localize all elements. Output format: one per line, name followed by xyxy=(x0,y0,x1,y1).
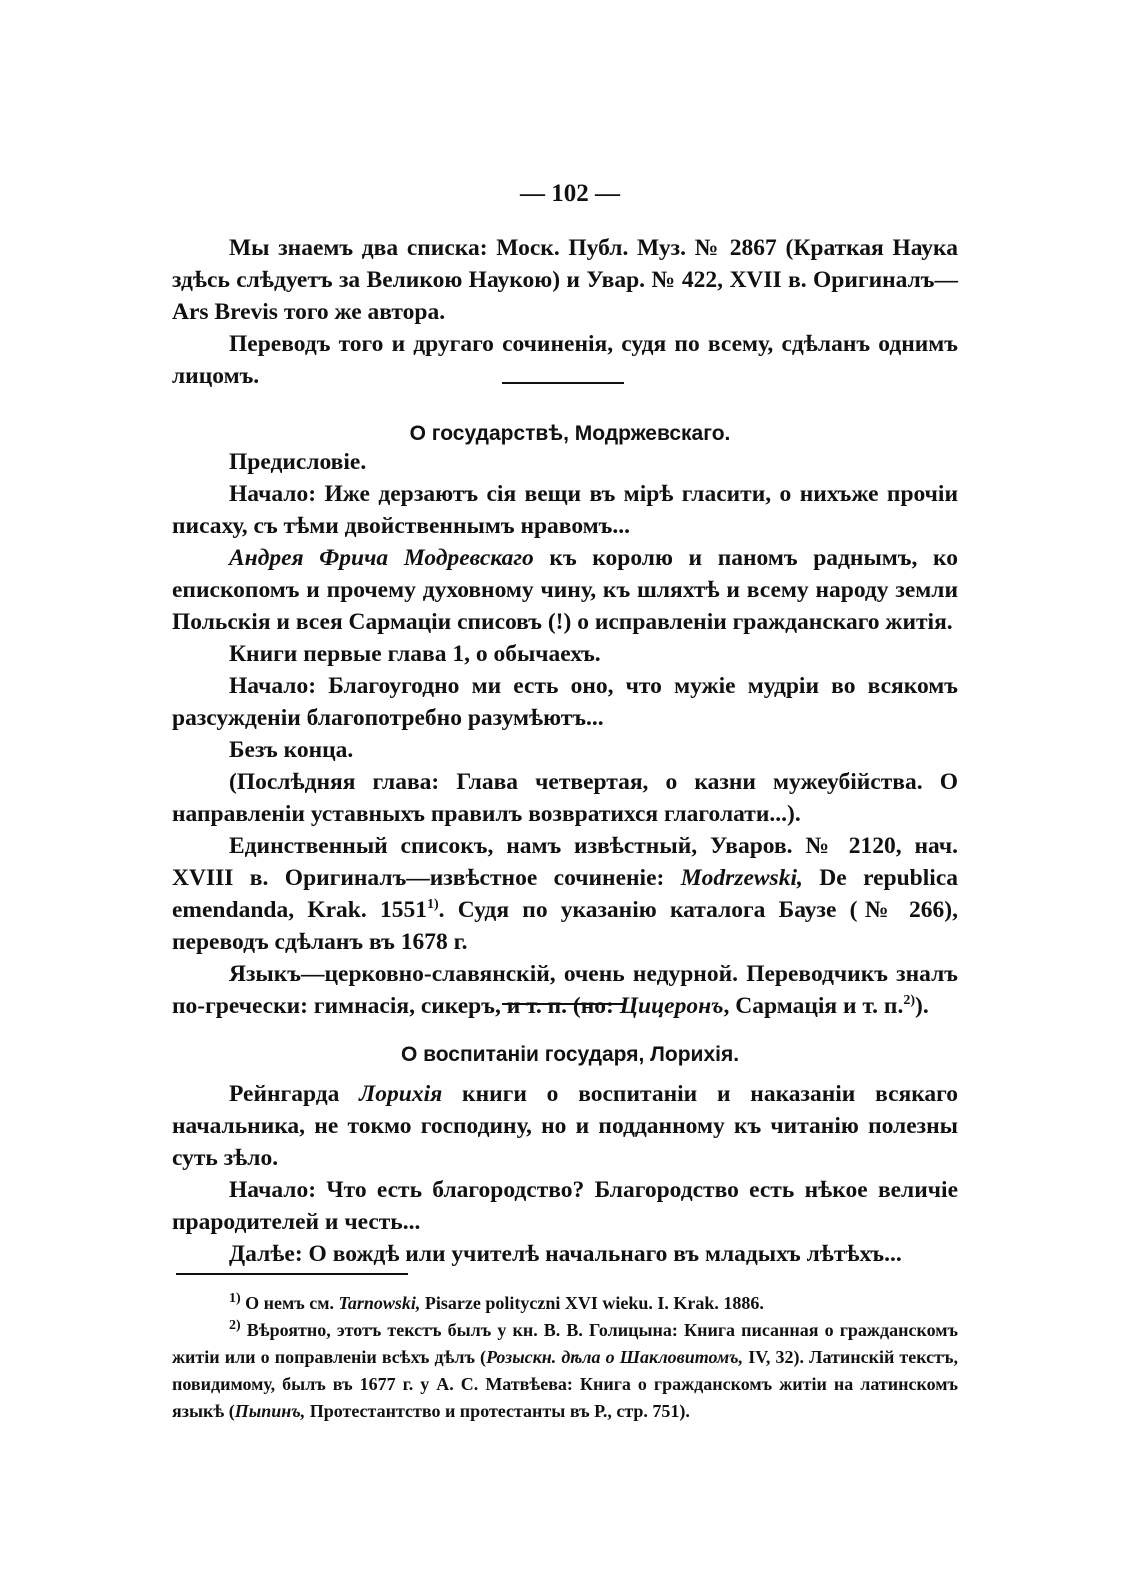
language-text-c: ). xyxy=(915,993,929,1019)
language-paragraph xyxy=(172,958,958,1022)
cicero-italic: Цицеронъ xyxy=(619,993,724,1019)
footnote-1-text-b: Pisarze polityczni XVI wieku. I. Krak. 1886. xyxy=(420,1293,764,1313)
footnote-1-text-a: О немъ см. xyxy=(240,1293,339,1313)
rozysk-italic: Розыскн. дѣла о Шакловитомъ, xyxy=(486,1347,744,1367)
footnote-2-mark: 2) xyxy=(229,1318,241,1333)
title-paragraph xyxy=(172,542,958,638)
lorich-name-italic: Лорихія xyxy=(359,1081,443,1107)
intro-paragraph-1: Мы знаемъ два списка: Моск. Публ. Муз. № 2867 (Краткая Наука здѣсь слѣдуетъ за Великою Наукою) и Увар. № 422, XVII в. Оригиналъ— Ars Brevis того же автора. xyxy=(172,235,958,325)
section-1-body xyxy=(172,446,958,1022)
page-number: — 102 — xyxy=(520,180,620,207)
footnote-2-text-c: Протестантство и протестанты въ Р., стр. 751). xyxy=(305,1401,690,1421)
section-2-body xyxy=(172,1078,958,1270)
footnote-2-text-b: IV, 32). Латинскій текстъ, повидимому, былъ въ 1677 г. у А. С. Матвѣева: Книга о гражданскомъ житіи на латинскомъ языкѣ ( xyxy=(172,1347,958,1421)
language-text-b: , Сармація и т. п. xyxy=(723,993,904,1019)
lorich-text-a: Рейнгарда xyxy=(229,1081,360,1107)
footnote-2-text-a: Вѣроятно, этотъ текстъ былъ у кн. В. В. Голицына: Книга писанная о гражданскомъ житіи или о поправленіи всѣхъ дѣлъ ( xyxy=(172,1320,958,1367)
modrzewski-italic: Modrzewski, xyxy=(680,865,803,891)
preface-label: Предисловіе. xyxy=(229,449,367,475)
manuscript-text-a: Единственный списокъ, намъ извѣстный, Уваров. № 2120, нач. XVIII в. Оригиналъ—извѣстное сочиненіе: xyxy=(172,833,958,891)
tarnowski-italic: Tarnowski, xyxy=(338,1293,421,1313)
footnote-rule xyxy=(176,1273,408,1275)
last-chapter-note: (Послѣдняя глава: Глава четвертая, о казни мужеубійства. О направленіи уставныхъ правилъ возвратихся глаголати...). xyxy=(172,769,958,827)
lorich-text-b: книги о воспитаніи и наказаніи всякаго начальника, не токмо господину, но и подданному къ читанію полезны суть зѣло. xyxy=(172,1081,958,1171)
manuscript-text-c: . Судя по указанію каталога Баузе (№ 266), переводъ сдѣланъ въ 1678 г. xyxy=(172,897,958,955)
chapter-incipit: Начало: Благоугодно ми есть оно, что мужіе мудріи во всякомъ разсужденіи благопотребно разумѣютъ... xyxy=(172,673,958,731)
author-name-italic: Андрея Фрича Модревскаго xyxy=(229,545,534,571)
footnote-ref-1: 1) xyxy=(426,897,439,913)
lorich-title-paragraph xyxy=(172,1078,958,1174)
incipit-paragraph: Начало: Иже дерзаютъ сія вещи въ мірѣ гласити, о нихъже прочіи писаху, съ тѣми двойственнымъ нравомъ... xyxy=(172,481,958,539)
section-divider-1 xyxy=(502,382,624,384)
lorich-further: Далѣе: О вождѣ или учителѣ начальнаго въ младыхъ лѣтѣхъ... xyxy=(229,1241,902,1267)
pypin-italic: Пыпинъ, xyxy=(234,1401,306,1421)
language-text-a: Языкъ—церковно-славянскій, очень недурной. Переводчикъ зналъ по-гречески: гимнасія, сикеръ, и т. п. (но: xyxy=(172,961,958,1019)
manuscript-text-b: De republica emendanda, Krak. 1551 xyxy=(172,865,958,923)
section-heading-lorich: О воспитаніи государя, Лорихія. xyxy=(400,1043,740,1066)
chapter-one-label: Книги первые глава 1, о обычаехъ. xyxy=(229,641,601,667)
footnote-ref-2: 2) xyxy=(903,993,915,1009)
intro-paragraph-2: Переводъ того и другаго сочиненія, судя по всему, сдѣланъ однимъ лицомъ. xyxy=(172,331,958,389)
title-text: къ королю и паномъ раднымъ, ко епископомъ и прочему духовному чину, къ шляхтѣ и всему народу земли Польскія и всея Сармаціи списовъ (!) о исправленіи гражданскаго житія. xyxy=(172,545,958,635)
footnote-1-mark: 1) xyxy=(229,1291,241,1306)
lorich-incipit: Начало: Что есть благородство? Благородство есть нѣкое величіе прародителей и честь... xyxy=(172,1177,958,1235)
intro-block xyxy=(172,232,958,392)
section-heading-modrzewski: О государствѣ, Модржевскаго. xyxy=(409,422,731,445)
footnote-2 xyxy=(172,1317,958,1425)
footnote-1 xyxy=(172,1290,958,1317)
no-ending-note: Безъ конца. xyxy=(229,737,354,763)
section-divider-2 xyxy=(502,1003,624,1005)
manuscript-paragraph xyxy=(172,830,958,958)
footnotes xyxy=(172,1290,958,1425)
